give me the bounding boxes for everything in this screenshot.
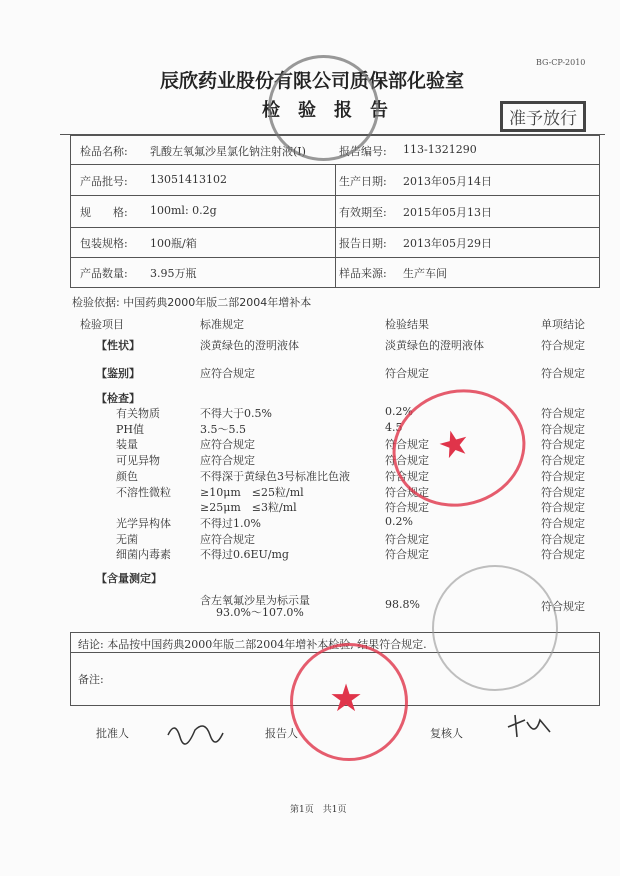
table-border [70,135,71,287]
standard: 不得过1.0% [200,516,261,530]
field-value: 3.95万瓶 [150,267,197,280]
reporter-label: 报告人 [265,727,298,740]
assay-result: 98.8% [385,598,420,611]
approver-signature [165,715,225,745]
conclusion: 符合规定 [541,438,585,452]
report-subtitle: 检验报告 [262,100,406,121]
column-divider [335,164,336,287]
col-result: 检验结果 [385,318,429,331]
result: 符合规定 [385,501,429,515]
field-value: 100ml: 0.2g [150,204,217,217]
result: 符合规定 [385,532,429,546]
standard: 应符合规定 [200,438,255,452]
check-item: 颜色 [116,469,138,483]
conclusion: 符合规定 [541,407,585,420]
standard: 应符合规定 [200,367,255,380]
standard: 淡黄绿色的澄明液体 [200,339,299,352]
col-conclusion: 单项结论 [541,318,585,331]
company-seal-red: ★ [290,643,408,761]
check-item: 有关物质 [116,407,160,420]
inspection-basis: 检验依据: 中国药典2000年版二部2004年增补本 [72,296,312,309]
field-value: 100瓶/箱 [150,237,197,250]
quality-seal-red: ★ [379,375,538,522]
check-item: 不溶性微粒 [116,485,171,499]
standard: 不得过0.6EU/mg [200,548,289,562]
check-item: 装量 [116,438,138,452]
field-label: 规 格: [80,206,128,219]
standard: ≥10μm ≤25粒/ml [200,485,304,499]
result: 0.2% [385,405,413,418]
result: 符合规定 [385,485,429,499]
conclusion: 符合规定 [541,501,585,515]
conclusion-text: 结论: 本品按中国药典2000年版二部2004年增补本检验, 结果符合规定. [78,638,427,651]
result: 0.2% [385,514,413,528]
result: 淡黄绿色的澄明液体 [385,339,484,352]
conclusion: 符合规定 [541,548,585,562]
report-title: 辰欣药业股份有限公司质保部化验室 [160,70,465,92]
conclusion: 符合规定 [541,469,585,483]
inspection-seal-gray [268,55,379,161]
conclusion: 符合规定 [541,485,585,499]
field-value: 2013年05月14日 [403,174,492,188]
field-label: 产品批号: [80,174,128,188]
section-assay: 【含量测定】 [96,572,162,585]
document-code: BG-CP-2010 [536,58,586,67]
section-check: 【检查】 [96,392,140,405]
field-value: 乳酸左氧氟沙星氯化钠注射液(Ⅰ) [150,144,306,158]
check-item: PH值 [116,422,144,436]
section-name: 【鉴别】 [96,367,140,380]
result: 符合规定 [385,454,429,468]
reviewer-label: 复核人 [430,727,463,740]
table-border [599,135,600,287]
field-label: 报告编号: [339,144,387,158]
field-label: 有效期至: [339,206,387,219]
row-divider [70,287,600,288]
seal-gray [432,565,558,691]
check-item: 光学异构体 [116,516,171,530]
field-value: 13051413102 [150,172,227,186]
assay-range: 93.0%～107.0% [216,606,304,619]
remarks-label: 备注: [78,673,104,686]
field-label: 检品名称: [80,144,128,158]
reviewer-signature [505,712,555,742]
section-name: 【性状】 [96,339,140,352]
result: 符合规定 [385,469,429,483]
conclusion: 符合规定 [541,454,585,468]
field-label: 产品数量: [80,267,128,280]
result: 符合规定 [385,438,429,452]
standard: ≥25μm ≤3粒/ml [200,501,297,515]
conclusion: 符合规定 [541,339,585,352]
field-value: 2013年05月29日 [403,237,492,250]
col-item: 检验项目 [80,318,124,331]
page-number: 第1页 共1页 [290,805,347,815]
check-item: 无菌 [116,532,138,546]
assay-standard: 含左氧氟沙星为标示量 [200,594,310,607]
field-label: 生产日期: [339,174,387,188]
field-value: 生产车间 [403,267,447,280]
conclusion: 符合规定 [541,367,585,380]
standard: 应符合规定 [200,454,255,468]
release-stamp: 准予放行 [500,101,586,132]
result: 符合规定 [385,367,429,380]
conclusion: 符合规定 [541,532,585,546]
field-value: 113-1321290 [403,142,477,156]
field-label: 报告日期: [339,237,387,250]
standard: 不得大于0.5% [200,407,272,420]
result: 4.5 [385,420,403,434]
field-label: 包装规格: [80,237,128,250]
approver-label: 批准人 [96,727,129,740]
result: 符合规定 [385,548,429,562]
conclusion: 符合规定 [541,422,585,436]
field-label: 样品来源: [339,267,387,280]
standard: 不得深于黄绿色3号标准比色液 [200,469,350,483]
conclusion: 符合规定 [541,516,585,530]
check-item: 细菌内毒素 [116,548,171,562]
standard: 应符合规定 [200,532,255,546]
check-item: 可见异物 [116,454,160,468]
col-standard: 标准规定 [200,318,244,331]
assay-conclusion: 符合规定 [541,600,585,613]
standard: 3.5～5.5 [200,422,246,436]
field-value: 2015年05月13日 [403,206,492,219]
